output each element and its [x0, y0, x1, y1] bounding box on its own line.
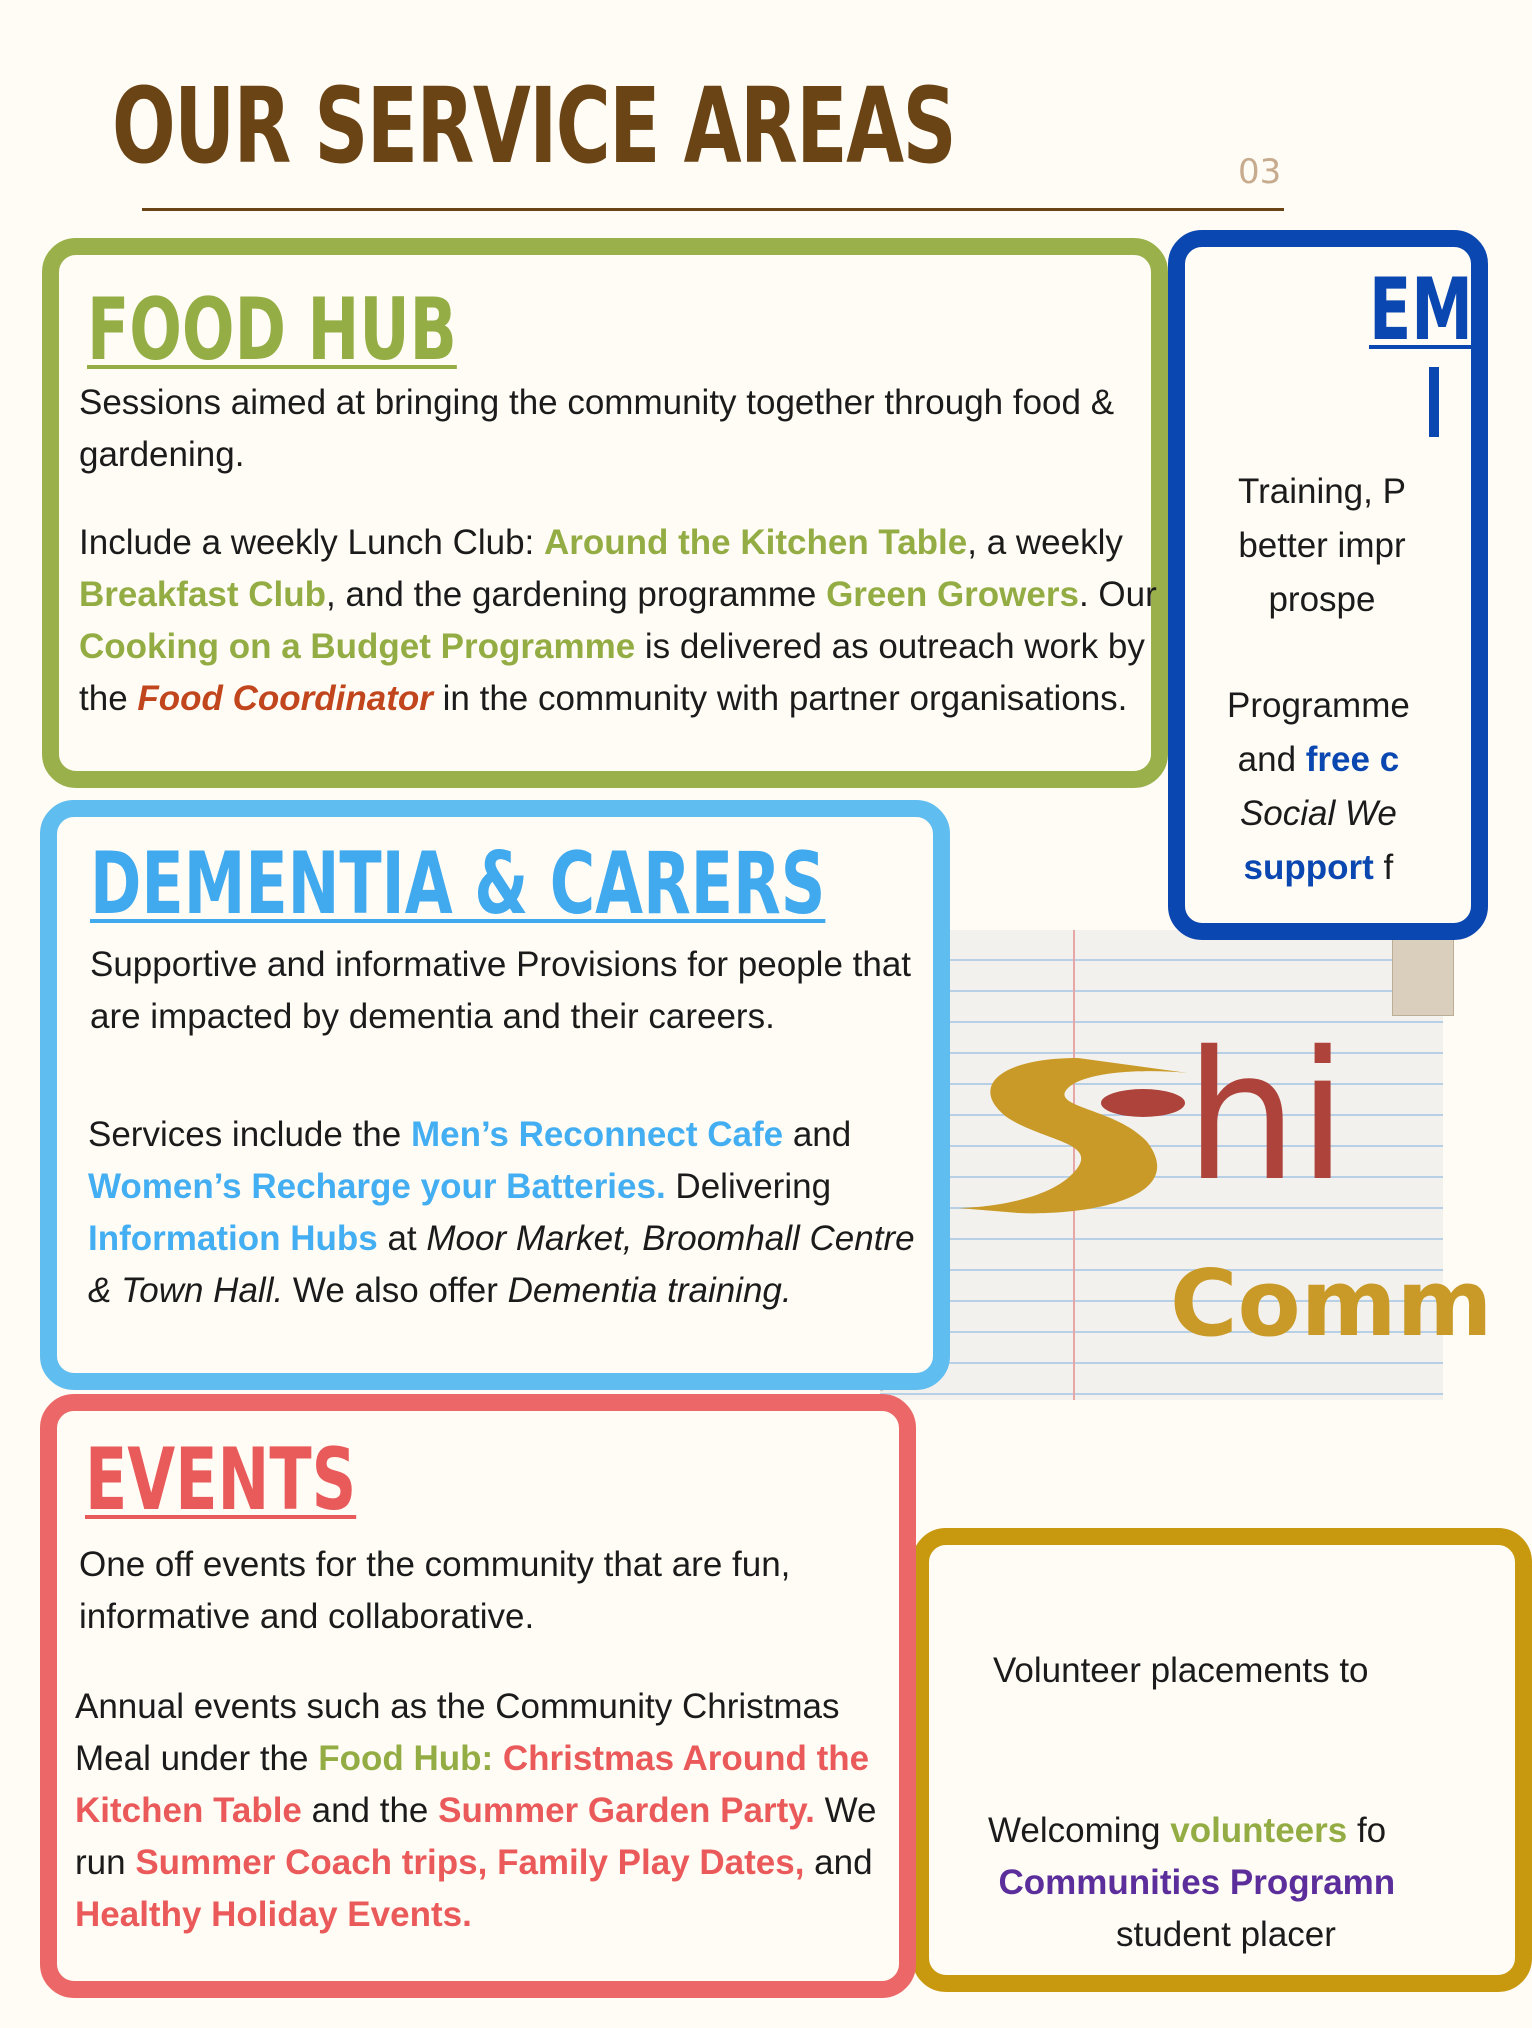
events-intro: One off events for the community that are fun, informative and collaborative.	[79, 1545, 791, 1636]
employment-title-fragment	[1429, 367, 1439, 437]
employment-text-2: Programme and free c Social We support f	[1227, 686, 1410, 887]
logo-subtext: Comm	[1170, 1250, 1493, 1357]
employment-card	[1168, 230, 1488, 940]
volunteer-card	[912, 1528, 1532, 1992]
volunteer-text-1: Volunteer placements to	[993, 1651, 1369, 1690]
employment-text-1: Training, P better impr prospe	[1238, 472, 1406, 619]
dementia-intro: Supportive and informative Provisions for people that are impacted by dementia and their careers.	[90, 945, 912, 1036]
food-hub-intro: Sessions aimed at bringing the community together through food & gardening.	[79, 383, 1115, 474]
food-hub-title: FOOD HUB	[87, 280, 457, 380]
events-title: EVENTS	[85, 1430, 357, 1530]
volunteer-text-2: Welcoming volunteers fo Communities Programn student placer	[988, 1811, 1396, 1954]
logo-text: hi	[1185, 1013, 1348, 1220]
title-divider	[142, 208, 1284, 211]
food-hub-details: Include a weekly Lunch Club: Around the Kitchen Table, a weekly Breakfast Club, and the gardening programme Green Growers. Our Cooking on a Budget Programme is delivered as outreach work by the Food Coordinator in the community with partner organisations.	[79, 523, 1157, 718]
dementia-title: DEMENTIA & CARERS	[90, 834, 826, 934]
events-details: Annual events such as the Community Christmas Meal under the Food Hub: Christmas Around the Kitchen Table and the Summer Garden Party. We run Summer Coach trips, Family Play Dates, and Healthy Holiday Events.	[75, 1687, 877, 1934]
events-card	[40, 1394, 916, 1998]
dementia-details: Services include the Men’s Reconnect Cafe and Women’s Recharge your Batteries. Delivering Information Hubs at Moor Market, Broomhall Centre & Town Hall. We also offer Dementia training.	[88, 1115, 915, 1310]
dementia-carers-card	[40, 800, 950, 1390]
page-number: 03	[1238, 152, 1282, 192]
food-hub-card	[42, 238, 1168, 788]
logo-swoosh-icon	[958, 1048, 1198, 1218]
page-title: OUR SERVICE AREAS	[112, 65, 956, 187]
employment-title: EM	[1369, 260, 1473, 360]
